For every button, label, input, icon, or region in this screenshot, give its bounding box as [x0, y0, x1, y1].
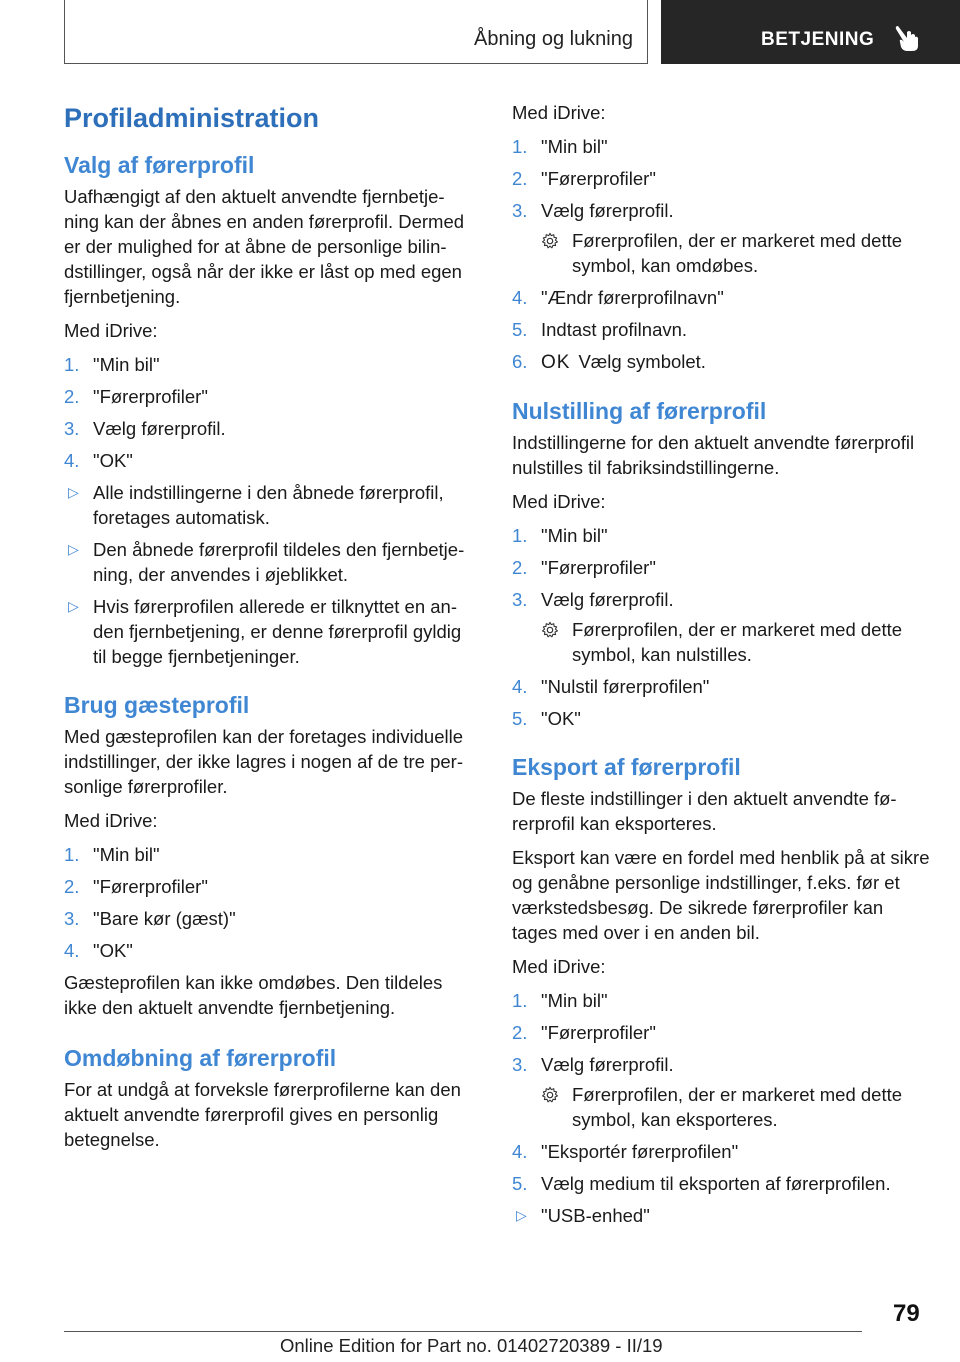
list-item: 2. "Førerprofiler"	[64, 876, 208, 897]
list-item: 3. "Bare kør (gæst)"	[64, 908, 236, 929]
list-item: 6. OK Vælg symbolet.	[512, 351, 706, 373]
list-item: 1. "Min bil"	[64, 844, 160, 865]
heading-omdob: Omdøbning af førerprofil	[64, 1045, 337, 1071]
page-number: 79	[893, 1300, 920, 1327]
triangle-bullet-icon: ▷	[68, 598, 79, 614]
triangle-bullet-icon: ▷	[516, 1207, 527, 1223]
pointing-hand-icon	[894, 24, 920, 52]
bullets-eks	[512, 1203, 932, 1228]
gear-icon	[541, 232, 559, 250]
header-chapter-title: BETJENING	[761, 29, 875, 50]
note-eks: Førerprofilen, der er markeret med dette symbol, kan eksporteres.	[512, 1082, 932, 1132]
header-chapter-box	[661, 0, 960, 64]
steps-eks	[512, 988, 932, 1077]
triangle-bullet-icon: ▷	[68, 484, 79, 500]
lead-nul: Med iDrive:	[512, 491, 606, 512]
list-item: ▷ Hvis førerprofilen allerede er tilknyttet en an-den fjernbetjening, er denne førerprofil gyldig til begge fjernbetjeninger.	[68, 596, 462, 667]
para-brug: Med gæsteprofilen kan der foretages individuelle indstillinger, der ikke lagres i nogen af de tre per-sonlige førerprofiler.	[64, 726, 464, 797]
list-item: 2. "Førerprofiler"	[512, 168, 656, 189]
list-item: 3. Vælg førerprofil.	[512, 1054, 674, 1075]
list-item: 4. "OK"	[64, 940, 133, 961]
lead-eks: Med iDrive:	[512, 956, 606, 977]
list-item: ▷ Alle indstillingerne i den åbnede førerprofil, foretages automatisk.	[68, 482, 444, 528]
header-section-title: Åbning og lukning	[473, 28, 633, 50]
bullets-valg	[64, 480, 478, 669]
list-item: 4. "Nulstil førerprofilen"	[512, 676, 710, 697]
heading-eks: Eksport af førerprofil	[512, 754, 741, 780]
list-item: 1. "Min bil"	[512, 990, 608, 1011]
para-valg: Uafhængigt af den aktuelt anvendte fjernbetje-ning kan der åbnes en anden førerprofil. Dermed er der mulighed for at åbne de personlige bilin-dstillinger, også når der ikke er låst op med egen fjernbetjening.	[64, 186, 465, 307]
para-omdob: For at undgå at forveksle førerprofilerne kan den aktuelt anvendte førerprofil gives en personlig betegnelse.	[64, 1079, 461, 1150]
list-item: 4. "OK"	[64, 450, 133, 471]
list-item: 4. "Ændr førerprofilnavn"	[512, 287, 724, 308]
steps-brug	[64, 842, 478, 963]
footer-divider	[64, 1331, 862, 1332]
note-nul: Førerprofilen, der er markeret med dette symbol, kan nulstilles.	[512, 617, 932, 667]
para-brug-after: Gæsteprofilen kan ikke omdøbes. Den tildeles ikke den aktuelt anvendte fjernbetjening.	[64, 972, 443, 1018]
left-column	[64, 100, 478, 1161]
ok-symbol-icon: OK	[541, 352, 571, 373]
list-item: 5. Vælg medium til eksporten af førerprofilen.	[512, 1173, 891, 1194]
triangle-bullet-icon: ▷	[68, 541, 79, 557]
list-item: ▷ Den åbnede førerprofil tildeles den fjernbetje-ning, der anvendes i øjeblikket.	[68, 539, 465, 585]
page-title: Profiladministration	[64, 103, 320, 133]
steps-omdob-2	[512, 285, 932, 375]
gear-icon	[541, 1086, 559, 1104]
heading-brug: Brug gæsteprofil	[64, 692, 250, 718]
gear-icon	[541, 621, 559, 639]
steps-eks-2	[512, 1139, 932, 1196]
header-section-box	[64, 0, 648, 64]
steps-nul	[512, 523, 932, 612]
heading-nul: Nulstilling af førerprofil	[512, 398, 767, 424]
list-item: 1. "Min bil"	[512, 525, 608, 546]
list-item: 3. Vælg førerprofil.	[512, 200, 674, 221]
steps-nul-2	[512, 674, 932, 731]
lead-omdob: Med iDrive:	[512, 102, 606, 123]
list-item: 2. "Førerprofiler"	[64, 386, 208, 407]
list-item: ▷ "USB-enhed"	[516, 1205, 650, 1226]
right-column	[512, 100, 932, 1235]
heading-valg: Valg af førerprofil	[64, 152, 255, 178]
para-nul: Indstillingerne for den aktuelt anvendte førerprofil nulstilles til fabriksindstillingerne.	[512, 432, 915, 478]
list-item: 3. Vælg førerprofil.	[64, 418, 226, 439]
list-item: 2. "Førerprofiler"	[512, 557, 656, 578]
note-omdob: Førerprofilen, der er markeret med dette symbol, kan omdøbes.	[512, 228, 932, 278]
list-item: 1. "Min bil"	[512, 136, 608, 157]
steps-omdob	[512, 134, 932, 223]
steps-valg	[64, 352, 478, 473]
lead-brug: Med iDrive:	[64, 810, 158, 831]
list-item: 2. "Førerprofiler"	[512, 1022, 656, 1043]
footer-edition: Online Edition for Part no. 01402720389 - II/19	[280, 1335, 663, 1356]
lead-valg: Med iDrive:	[64, 320, 158, 341]
list-item: 4. "Eksportér førerprofilen"	[512, 1141, 739, 1162]
para-eks-2: Eksport kan være en fordel med henblik på at sikre og genåbne personlige indstillinger, f.eks. før et værkstedsbesøg. De sikrede førerprofiler kan tages med over i en anden bil.	[512, 847, 930, 943]
list-item: 5. "OK"	[512, 708, 581, 729]
para-eks-1: De fleste indstillinger i den aktuelt anvendte fø-rerprofil kan eksporteres.	[512, 788, 897, 834]
list-item: 1. "Min bil"	[64, 354, 160, 375]
list-item: 5. Indtast profilnavn.	[512, 319, 688, 340]
list-item: 3. Vælg førerprofil.	[512, 589, 674, 610]
